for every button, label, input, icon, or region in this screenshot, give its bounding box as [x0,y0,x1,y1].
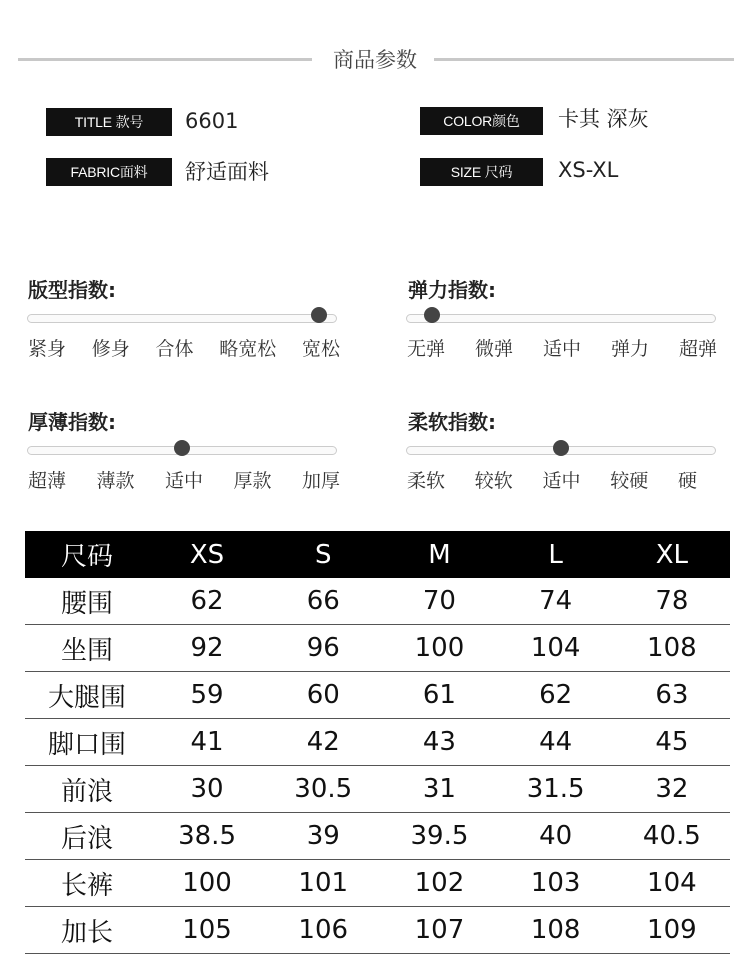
table-row [25,907,730,954]
table-cell: 78 [614,578,730,625]
table-cell: 100 [149,860,265,907]
fit-index-labels [28,334,340,361]
table-cell: 40.5 [614,813,730,860]
table-cell: 43 [381,719,497,766]
table-cell: 101 [265,860,381,907]
fabric-tag: FABRIC面料 [46,158,172,186]
fit-label: 合体 [155,338,194,360]
table-cell: 108 [614,625,730,672]
table-cell: 脚口围 [25,719,149,766]
header-divider-right [434,58,734,61]
table-cell: 107 [381,907,497,954]
softness-label: 硬 [677,470,697,492]
elasticity-index-labels [407,334,717,361]
table-cell: 106 [265,907,381,954]
thickness-label: 厚款 [233,470,272,492]
elasticity-index-title: 弹力指数: [408,278,496,302]
elasticity-label: 适中 [542,338,581,360]
table-cell: 60 [265,672,381,719]
table-cell: 39.5 [381,813,497,860]
table-cell: 加长 [25,907,149,954]
table-cell: 前浪 [25,766,149,813]
table-cell: 后浪 [25,813,149,860]
size-table [25,531,730,954]
table-cell: 92 [149,625,265,672]
table-cell: 108 [498,907,614,954]
thickness-index-marker [174,440,190,456]
color-value: 卡其 深灰 [558,107,649,131]
color-tag: COLOR颜色 [420,107,543,135]
elasticity-label: 弹力 [610,338,649,360]
column-header: L [498,531,614,578]
thickness-label: 适中 [164,470,203,492]
title-value: 6601 [185,109,239,133]
softness-label: 较硬 [610,470,649,492]
softness-label: 柔软 [407,470,446,492]
elasticity-label: 超弹 [678,338,717,360]
table-row [25,860,730,907]
table-cell: 长裤 [25,860,149,907]
fit-label: 紧身 [28,338,67,360]
table-row [25,766,730,813]
table-cell: 70 [381,578,497,625]
thickness-index-labels [28,466,340,493]
fit-index-track [27,314,337,323]
title-tag: TITLE 款号 [46,108,172,136]
table-cell: 坐围 [25,625,149,672]
table-cell: 30 [149,766,265,813]
table-cell: 96 [265,625,381,672]
table-cell: 66 [265,578,381,625]
softness-index-marker [553,440,569,456]
section-title: 商品参数 [333,48,417,72]
table-row [25,813,730,860]
elasticity-label: 微弹 [474,338,513,360]
table-cell: 45 [614,719,730,766]
thickness-label: 超薄 [28,470,67,492]
fabric-value: 舒适面料 [185,160,269,184]
size-tag: SIZE 尺码 [420,158,543,186]
table-cell: 腰围 [25,578,149,625]
table-cell: 39 [265,813,381,860]
fit-label: 修身 [91,338,130,360]
header-divider-left [18,58,312,61]
table-row [25,578,730,625]
table-row [25,672,730,719]
column-header: XS [149,531,265,578]
thickness-label: 加厚 [301,470,340,492]
size-value: XS-XL [558,158,619,182]
softness-label: 较软 [474,470,513,492]
table-cell: 59 [149,672,265,719]
table-cell: 103 [498,860,614,907]
table-cell: 31.5 [498,766,614,813]
table-row [25,625,730,672]
table-cell: 102 [381,860,497,907]
table-cell: 31 [381,766,497,813]
thickness-label: 薄款 [96,470,135,492]
table-cell: 109 [614,907,730,954]
table-cell: 104 [614,860,730,907]
table-cell: 105 [149,907,265,954]
thickness-index-title: 厚薄指数: [28,410,116,434]
table-cell: 74 [498,578,614,625]
table-row [25,719,730,766]
softness-index-labels [407,466,697,493]
fit-index-title: 版型指数: [28,278,116,302]
table-cell: 62 [498,672,614,719]
column-header: 尺码 [25,531,149,578]
column-header: XL [614,531,730,578]
fit-label: 略宽松 [219,338,277,360]
table-cell: 61 [381,672,497,719]
table-cell: 大腿围 [25,672,149,719]
column-header: M [381,531,497,578]
elasticity-index-track [406,314,716,323]
table-cell: 44 [498,719,614,766]
table-cell: 40 [498,813,614,860]
column-header: S [265,531,381,578]
table-cell: 62 [149,578,265,625]
table-cell: 42 [265,719,381,766]
softness-label: 适中 [542,470,581,492]
table-cell: 38.5 [149,813,265,860]
elasticity-label: 无弹 [407,338,446,360]
table-cell: 63 [614,672,730,719]
table-cell: 41 [149,719,265,766]
table-cell: 30.5 [265,766,381,813]
table-cell: 104 [498,625,614,672]
table-cell: 32 [614,766,730,813]
softness-index-title: 柔软指数: [408,410,496,434]
table-cell: 100 [381,625,497,672]
fit-label: 宽松 [301,338,340,360]
table-header-row [25,531,730,578]
